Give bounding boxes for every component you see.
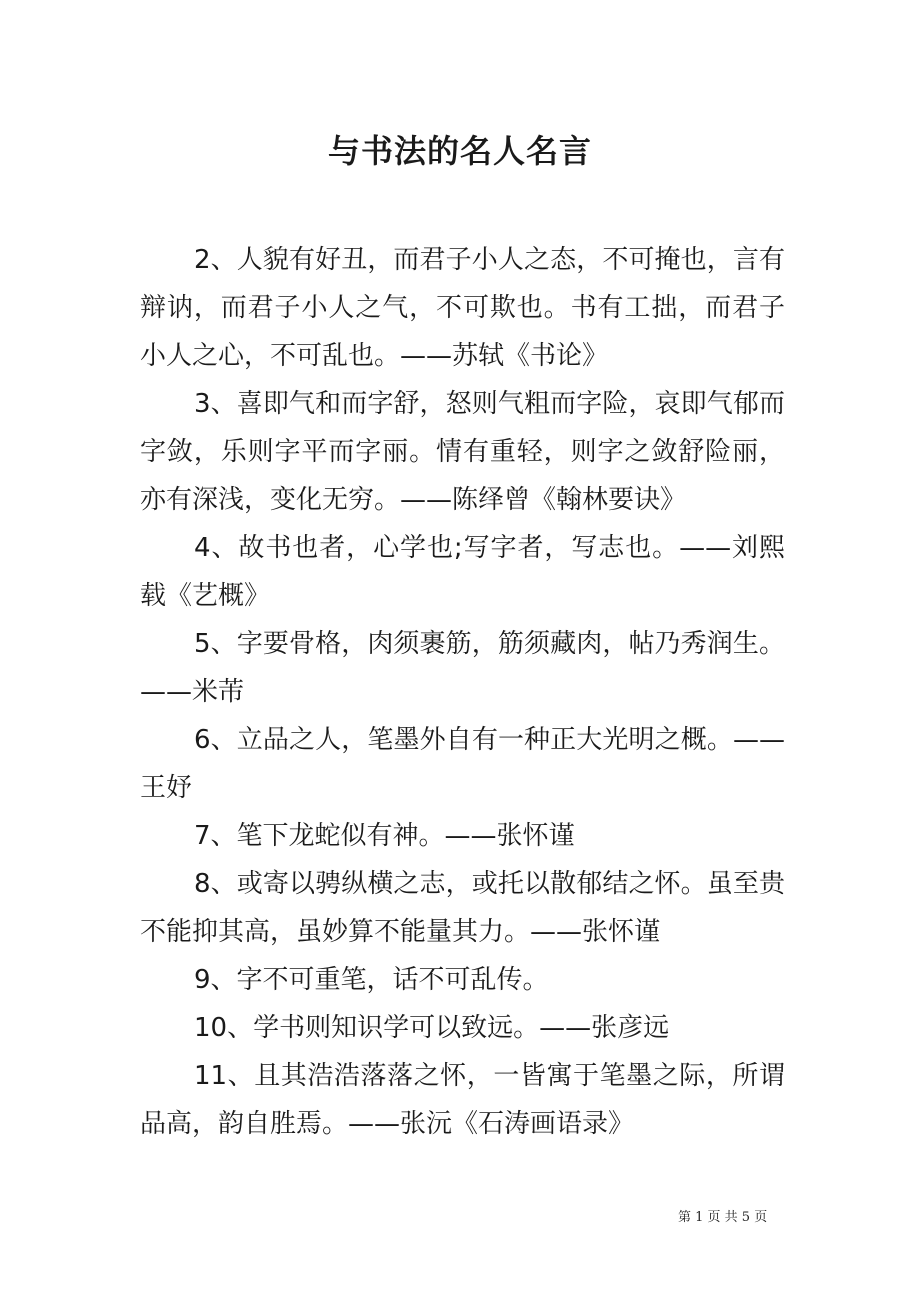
quote-paragraph: 10、学书则知识学可以致远。——张彦远 (194, 1013, 670, 1043)
quote-paragraph: 5、字要骨格，肉须裹筋，筋须藏肉，帖乃秀润生。——米芾 (140, 629, 785, 707)
quote-paragraph: 4、故书也者，心学也;写字者，写志也。——刘熙载《艺概》 (140, 533, 785, 611)
quote-paragraph: 6、立品之人，笔墨外自有一种正大光明之概。——王妤 (140, 725, 785, 803)
quote-paragraph: 2、人貌有好丑，而君子小人之态，不可掩也，言有辩讷，而君子小人之气，不可欺也。书有工拙，而君子小人之心，不可乱也。——苏轼《书论》 (140, 245, 785, 371)
quote-paragraph: 3、喜即气和而字舒，怒则气粗而字险，哀即气郁而字敛，乐则字平而字丽。情有重轻，则字之敛舒险丽，亦有深浅，变化无穷。——陈绎曾《翰林要诀》 (140, 389, 785, 515)
quote-paragraph: 8、或寄以骋纵横之志，或托以散郁结之怀。虽至贵不能抑其高，虽妙算不能量其力。——张怀谨 (140, 869, 785, 947)
page-title: 与书法的名人名言 (327, 132, 592, 170)
quote-paragraph: 7、笔下龙蛇似有神。——张怀谨 (194, 821, 575, 851)
page-number-footer: 第 1 页 共 5 页 (678, 1210, 768, 1225)
quote-paragraph: 11、且其浩浩落落之怀，一皆寓于笔墨之际，所谓品高，韵自胜焉。——张沅《石涛画语录》 (140, 1061, 785, 1139)
quote-paragraph: 9、字不可重笔，话不可乱传。 (194, 965, 549, 995)
document-body (140, 236, 785, 1148)
